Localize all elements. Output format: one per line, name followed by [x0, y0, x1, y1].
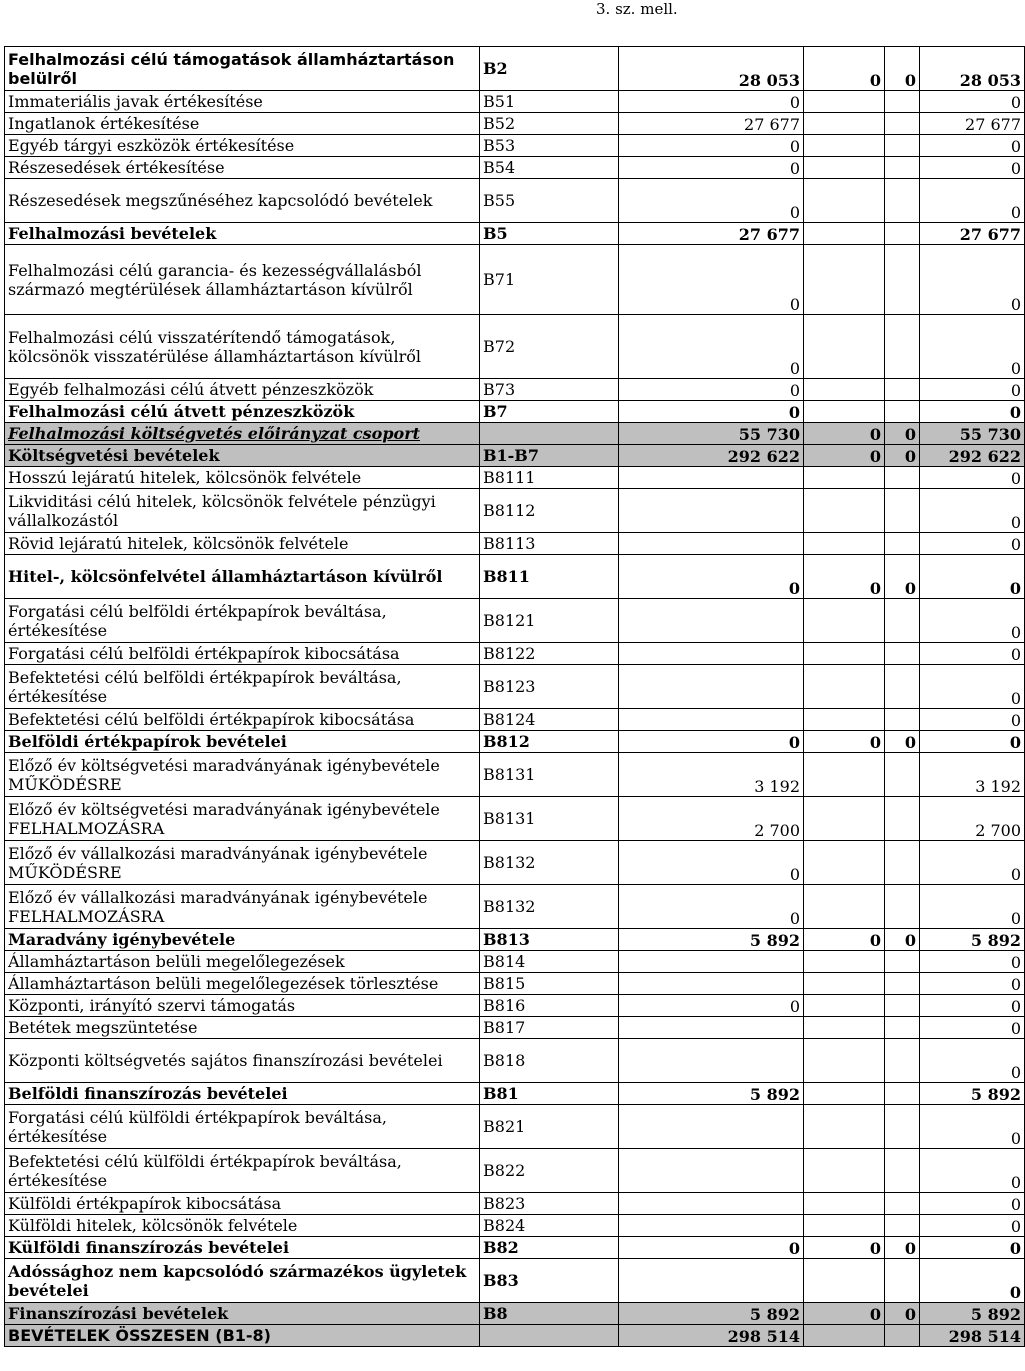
row-code: B822: [480, 1149, 619, 1193]
value-col-2: [804, 157, 885, 179]
value-col-2: [804, 951, 885, 973]
row-label: Belföldi értékpapírok bevételei: [5, 731, 480, 753]
row-label: BEVÉTELEK ÖSSZESEN (B1-8): [5, 1325, 480, 1347]
value-col-3: [885, 179, 920, 223]
value-col-1: [619, 1215, 804, 1237]
value-col-3: 0: [885, 1303, 920, 1325]
row-label: Belföldi finanszírozás bevételei: [5, 1083, 480, 1105]
value-col-4: 3 192: [920, 753, 1025, 797]
value-col-1: 0: [619, 245, 804, 315]
value-col-4: 28 053: [920, 47, 1025, 91]
row-label: Felhalmozási célú garancia- és kezességvállalásból származó megtérülések államháztartáson kívülről: [5, 245, 480, 315]
value-col-4: 0: [920, 315, 1025, 379]
value-col-2: [804, 179, 885, 223]
row-code: B8: [480, 1303, 619, 1325]
value-col-3: [885, 1083, 920, 1105]
value-col-3: [885, 467, 920, 489]
value-col-1: 0: [619, 841, 804, 885]
row-code: B51: [480, 91, 619, 113]
value-col-2: [804, 797, 885, 841]
value-col-1: 0: [619, 401, 804, 423]
value-col-2: [804, 1083, 885, 1105]
value-col-3: [885, 797, 920, 841]
value-col-3: [885, 1149, 920, 1193]
row-code: B8121: [480, 599, 619, 643]
table-row: [5, 1017, 1025, 1039]
value-col-4: 0: [920, 467, 1025, 489]
value-col-2: [804, 91, 885, 113]
row-code: B82: [480, 1237, 619, 1259]
value-col-3: 0: [885, 731, 920, 753]
value-col-4: 0: [920, 995, 1025, 1017]
value-col-4: 0: [920, 1039, 1025, 1083]
value-col-1: [619, 973, 804, 995]
value-col-1: 0: [619, 731, 804, 753]
row-code: B5: [480, 223, 619, 245]
table-row: [5, 245, 1025, 315]
table-row: [5, 555, 1025, 599]
value-col-1: [619, 951, 804, 973]
value-col-2: [804, 467, 885, 489]
value-col-1: 2 700: [619, 797, 804, 841]
value-col-3: [885, 223, 920, 245]
row-code: B8122: [480, 643, 619, 665]
value-col-2: [804, 533, 885, 555]
value-col-2: 0: [804, 555, 885, 599]
row-label: Egyéb tárgyi eszközök értékesítése: [5, 135, 480, 157]
value-col-2: [804, 841, 885, 885]
value-col-2: [804, 1215, 885, 1237]
table-row: [5, 599, 1025, 643]
value-col-4: 5 892: [920, 1303, 1025, 1325]
value-col-2: 0: [804, 423, 885, 445]
value-col-4: 0: [920, 1149, 1025, 1193]
table-row: [5, 929, 1025, 951]
table-row: [5, 1105, 1025, 1149]
value-col-1: [619, 1105, 804, 1149]
value-col-3: [885, 709, 920, 731]
value-col-1: [619, 643, 804, 665]
value-col-1: 0: [619, 1237, 804, 1259]
value-col-2: [804, 1017, 885, 1039]
value-col-1: 27 677: [619, 223, 804, 245]
value-col-4: 0: [920, 1237, 1025, 1259]
row-label: Külföldi hitelek, kölcsönök felvétele: [5, 1215, 480, 1237]
table-row: [5, 401, 1025, 423]
value-col-2: [804, 245, 885, 315]
value-col-2: [804, 1193, 885, 1215]
table-row: [5, 223, 1025, 245]
value-col-2: [804, 379, 885, 401]
value-col-1: 292 622: [619, 445, 804, 467]
value-col-3: [885, 1017, 920, 1039]
value-col-4: 0: [920, 973, 1025, 995]
value-col-4: 0: [920, 489, 1025, 533]
value-col-3: 0: [885, 929, 920, 951]
row-label: Finanszírozási bevételek: [5, 1303, 480, 1325]
value-col-1: [619, 1017, 804, 1039]
value-col-4: 2 700: [920, 797, 1025, 841]
row-code: B8124: [480, 709, 619, 731]
value-col-3: [885, 1259, 920, 1303]
row-code: B54: [480, 157, 619, 179]
row-code: B2: [480, 47, 619, 91]
row-label: Forgatási célú belföldi értékpapírok kibocsátása: [5, 643, 480, 665]
value-col-2: [804, 1149, 885, 1193]
value-col-4: 0: [920, 179, 1025, 223]
row-code: B1-B7: [480, 445, 619, 467]
value-col-1: 0: [619, 379, 804, 401]
value-col-4: 0: [920, 401, 1025, 423]
value-col-3: [885, 401, 920, 423]
value-col-1: 0: [619, 555, 804, 599]
row-label: Befektetési célú külföldi értékpapírok beváltása, értékesítése: [5, 1149, 480, 1193]
row-label: Külföldi értékpapírok kibocsátása: [5, 1193, 480, 1215]
value-col-2: 0: [804, 445, 885, 467]
value-col-1: [619, 709, 804, 731]
row-code: B8132: [480, 841, 619, 885]
value-col-1: 5 892: [619, 929, 804, 951]
value-col-2: [804, 113, 885, 135]
value-col-4: 0: [920, 841, 1025, 885]
row-label: Részesedések értékesítése: [5, 157, 480, 179]
value-col-4: 0: [920, 1105, 1025, 1149]
table-row: [5, 533, 1025, 555]
row-label: Befektetési célú belföldi értékpapírok kibocsátása: [5, 709, 480, 731]
table-row: [5, 1149, 1025, 1193]
value-col-3: 0: [885, 1237, 920, 1259]
row-code: B72: [480, 315, 619, 379]
value-col-3: [885, 885, 920, 929]
row-label: Központi, irányító szervi támogatás: [5, 995, 480, 1017]
table-row: [5, 1215, 1025, 1237]
row-code: B71: [480, 245, 619, 315]
table-row: [5, 315, 1025, 379]
row-label: Államháztartáson belüli megelőlegezések törlesztése: [5, 973, 480, 995]
value-col-2: [804, 489, 885, 533]
row-label: Külföldi finanszírozás bevételei: [5, 1237, 480, 1259]
table-row: [5, 885, 1025, 929]
row-code: [480, 423, 619, 445]
value-col-2: [804, 1039, 885, 1083]
row-label: Immateriális javak értékesítése: [5, 91, 480, 113]
value-col-1: [619, 1193, 804, 1215]
row-label: Előző év vállalkozási maradványának igénybevétele FELHALMOZÁSRA: [5, 885, 480, 929]
value-col-4: 0: [920, 555, 1025, 599]
table-row: [5, 157, 1025, 179]
table-row: [5, 91, 1025, 113]
row-code: B818: [480, 1039, 619, 1083]
value-col-4: 0: [920, 643, 1025, 665]
value-col-1: 0: [619, 135, 804, 157]
table-row: [5, 179, 1025, 223]
table-row: [5, 951, 1025, 973]
row-label: Felhalmozási célú átvett pénzeszközök: [5, 401, 480, 423]
row-label: Ingatlanok értékesítése: [5, 113, 480, 135]
table-row: [5, 135, 1025, 157]
value-col-4: 27 677: [920, 113, 1025, 135]
row-label: Felhalmozási bevételek: [5, 223, 480, 245]
value-col-2: [804, 709, 885, 731]
table-row: [5, 113, 1025, 135]
row-label: Maradvány igénybevétele: [5, 929, 480, 951]
table-row: [5, 1193, 1025, 1215]
row-label: Költségvetési bevételek: [5, 445, 480, 467]
value-col-4: 0: [920, 1215, 1025, 1237]
row-label: Felhalmozási célú visszatérítendő támogatások, kölcsönök visszatérülése államháztartáson kívülről: [5, 315, 480, 379]
value-col-3: 0: [885, 555, 920, 599]
value-col-4: 0: [920, 533, 1025, 555]
value-col-4: 298 514: [920, 1325, 1025, 1347]
value-col-1: 0: [619, 157, 804, 179]
value-col-4: 0: [920, 951, 1025, 973]
value-col-4: 0: [920, 731, 1025, 753]
value-col-3: [885, 841, 920, 885]
value-col-2: [804, 1105, 885, 1149]
revenue-table: [4, 46, 1025, 1347]
value-col-3: [885, 157, 920, 179]
row-label: Rövid lejáratú hitelek, kölcsönök felvétele: [5, 533, 480, 555]
row-code: B8111: [480, 467, 619, 489]
value-col-3: [885, 533, 920, 555]
row-label: Forgatási célú belföldi értékpapírok beváltása, értékesítése: [5, 599, 480, 643]
row-code: B53: [480, 135, 619, 157]
row-code: [480, 1325, 619, 1347]
value-col-2: 0: [804, 47, 885, 91]
value-col-4: 5 892: [920, 1083, 1025, 1105]
value-col-2: [804, 885, 885, 929]
row-code: B821: [480, 1105, 619, 1149]
row-code: B52: [480, 113, 619, 135]
table-row: [5, 643, 1025, 665]
value-col-4: 0: [920, 599, 1025, 643]
value-col-3: [885, 1215, 920, 1237]
value-col-4: 0: [920, 157, 1025, 179]
row-label: Betétek megszüntetése: [5, 1017, 480, 1039]
row-label: Részesedések megszűnéséhez kapcsolódó bevételek: [5, 179, 480, 223]
value-col-3: [885, 973, 920, 995]
table-row: [5, 1259, 1025, 1303]
table-row: [5, 47, 1025, 91]
value-col-3: [885, 599, 920, 643]
value-col-1: 0: [619, 995, 804, 1017]
table-row: [5, 445, 1025, 467]
table-row: [5, 1325, 1025, 1347]
value-col-2: [804, 643, 885, 665]
row-code: B813: [480, 929, 619, 951]
value-col-4: 0: [920, 885, 1025, 929]
row-label: Előző év költségvetési maradványának igénybevétele FELHALMOZÁSRA: [5, 797, 480, 841]
row-code: B73: [480, 379, 619, 401]
value-col-3: [885, 1325, 920, 1347]
row-code: B8132: [480, 885, 619, 929]
table-row: [5, 797, 1025, 841]
value-col-2: 0: [804, 731, 885, 753]
row-code: B8131: [480, 753, 619, 797]
page-note: 3. sz. mell.: [596, 0, 678, 18]
value-col-2: [804, 753, 885, 797]
row-label: Felhalmozási költségvetés előirányzat csoport: [5, 423, 480, 445]
row-label: Előző év vállalkozási maradványának igénybevétele MŰKÖDÉSRE: [5, 841, 480, 885]
value-col-4: 0: [920, 709, 1025, 731]
table-row: [5, 973, 1025, 995]
value-col-3: [885, 665, 920, 709]
row-code: B812: [480, 731, 619, 753]
value-col-1: 28 053: [619, 47, 804, 91]
value-col-2: [804, 401, 885, 423]
value-col-2: [804, 665, 885, 709]
row-label: Egyéb felhalmozási célú átvett pénzeszközök: [5, 379, 480, 401]
table-row: [5, 753, 1025, 797]
revenue-table-body: [5, 47, 1025, 1347]
row-code: B814: [480, 951, 619, 973]
value-col-2: 0: [804, 1237, 885, 1259]
value-col-1: 5 892: [619, 1303, 804, 1325]
row-code: B817: [480, 1017, 619, 1039]
value-col-4: 0: [920, 665, 1025, 709]
row-code: B8131: [480, 797, 619, 841]
value-col-3: 0: [885, 423, 920, 445]
table-row: [5, 467, 1025, 489]
value-col-1: [619, 665, 804, 709]
value-col-4: 55 730: [920, 423, 1025, 445]
value-col-4: 5 892: [920, 929, 1025, 951]
value-col-3: 0: [885, 47, 920, 91]
table-row: [5, 731, 1025, 753]
row-label: Likviditási célú hitelek, kölcsönök felvétele pénzügyi vállalkozástól: [5, 489, 480, 533]
value-col-4: 0: [920, 1259, 1025, 1303]
value-col-3: [885, 315, 920, 379]
row-label: Felhalmozási célú támogatások államháztartáson belülről: [5, 47, 480, 91]
value-col-3: [885, 1193, 920, 1215]
value-col-2: [804, 135, 885, 157]
row-label: Hitel-, kölcsönfelvétel államháztartáson kívülről: [5, 555, 480, 599]
value-col-1: 5 892: [619, 1083, 804, 1105]
value-col-3: [885, 995, 920, 1017]
value-col-1: [619, 467, 804, 489]
value-col-4: 0: [920, 379, 1025, 401]
table-row: [5, 379, 1025, 401]
row-code: B8113: [480, 533, 619, 555]
value-col-4: 0: [920, 245, 1025, 315]
value-col-3: [885, 489, 920, 533]
table-row: [5, 1083, 1025, 1105]
value-col-2: [804, 973, 885, 995]
row-code: B816: [480, 995, 619, 1017]
table-row: [5, 709, 1025, 731]
row-code: B815: [480, 973, 619, 995]
value-col-3: [885, 753, 920, 797]
row-code: B824: [480, 1215, 619, 1237]
value-col-1: [619, 1039, 804, 1083]
value-col-3: [885, 1105, 920, 1149]
value-col-4: 292 622: [920, 445, 1025, 467]
value-col-4: 27 677: [920, 223, 1025, 245]
table-row: [5, 423, 1025, 445]
row-label: Forgatási célú külföldi értékpapírok beváltása, értékesítése: [5, 1105, 480, 1149]
row-code: B8123: [480, 665, 619, 709]
value-col-1: 27 677: [619, 113, 804, 135]
value-col-4: 0: [920, 135, 1025, 157]
row-label: Központi költségvetés sajátos finanszírozási bevételei: [5, 1039, 480, 1083]
value-col-3: [885, 135, 920, 157]
value-col-2: 0: [804, 929, 885, 951]
row-label: Adóssághoz nem kapcsolódó származékos ügyletek bevételei: [5, 1259, 480, 1303]
value-col-3: [885, 245, 920, 315]
value-col-2: [804, 315, 885, 379]
value-col-4: 0: [920, 1017, 1025, 1039]
table-row: [5, 1039, 1025, 1083]
table-row: [5, 665, 1025, 709]
value-col-3: [885, 113, 920, 135]
value-col-1: 0: [619, 315, 804, 379]
table-row: [5, 1237, 1025, 1259]
row-code: B81: [480, 1083, 619, 1105]
value-col-1: 55 730: [619, 423, 804, 445]
value-col-2: [804, 995, 885, 1017]
table-row: [5, 489, 1025, 533]
table-row: [5, 841, 1025, 885]
row-code: B823: [480, 1193, 619, 1215]
value-col-2: 0: [804, 1303, 885, 1325]
value-col-1: [619, 489, 804, 533]
value-col-1: 0: [619, 91, 804, 113]
value-col-2: [804, 223, 885, 245]
value-col-2: [804, 1259, 885, 1303]
value-col-1: [619, 599, 804, 643]
row-code: B55: [480, 179, 619, 223]
table-row: [5, 1303, 1025, 1325]
value-col-3: [885, 91, 920, 113]
value-col-1: 0: [619, 179, 804, 223]
value-col-3: [885, 379, 920, 401]
value-col-2: [804, 599, 885, 643]
value-col-2: [804, 1325, 885, 1347]
value-col-3: [885, 1039, 920, 1083]
value-col-3: [885, 643, 920, 665]
row-code: B83: [480, 1259, 619, 1303]
value-col-4: 0: [920, 91, 1025, 113]
row-label: Előző év költségvetési maradványának igénybevétele MŰKÖDÉSRE: [5, 753, 480, 797]
value-col-1: 0: [619, 885, 804, 929]
value-col-3: [885, 951, 920, 973]
value-col-1: [619, 533, 804, 555]
row-label: Államháztartáson belüli megelőlegezések: [5, 951, 480, 973]
row-code: B7: [480, 401, 619, 423]
table-row: [5, 995, 1025, 1017]
value-col-1: 298 514: [619, 1325, 804, 1347]
row-label: Befektetési célú belföldi értékpapírok beváltása, értékesítése: [5, 665, 480, 709]
value-col-1: 3 192: [619, 753, 804, 797]
row-label: Hosszú lejáratú hitelek, kölcsönök felvétele: [5, 467, 480, 489]
row-code: B8112: [480, 489, 619, 533]
value-col-4: 0: [920, 1193, 1025, 1215]
value-col-1: [619, 1149, 804, 1193]
value-col-3: 0: [885, 445, 920, 467]
value-col-1: [619, 1259, 804, 1303]
row-code: B811: [480, 555, 619, 599]
